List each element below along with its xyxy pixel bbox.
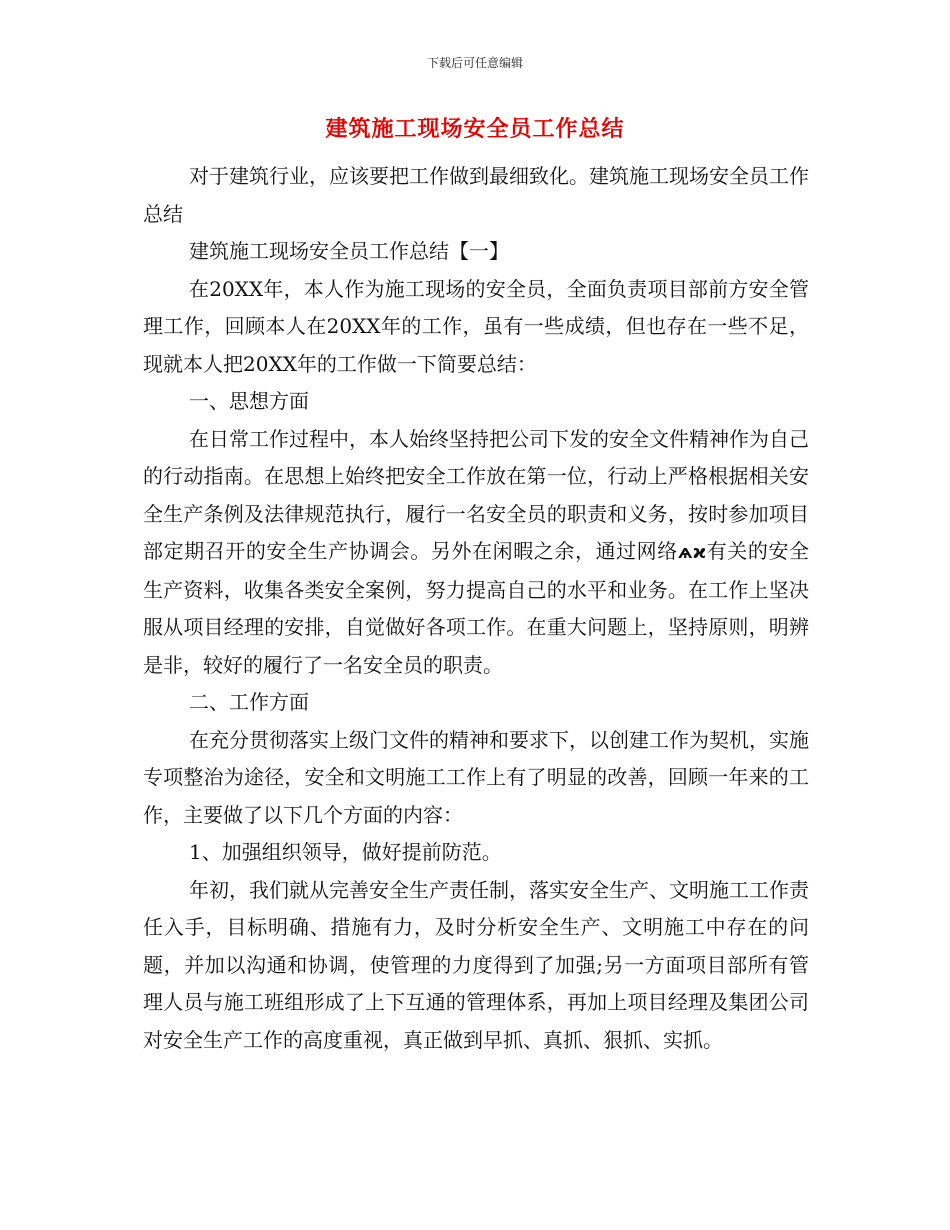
header-note: 下载后可任意编辑: [426, 56, 523, 70]
garbled-glyph: ѧϰ: [677, 542, 707, 563]
document-title: 建筑施工现场安全员工作总结: [325, 116, 625, 142]
section-heading-part-one: 建筑施工现场安全员工作总结【一】: [189, 239, 509, 263]
document-body: [143, 158, 809, 1059]
heading-work: 二、工作方面: [189, 690, 309, 714]
ideology-paragraph: [143, 421, 809, 685]
opening-paragraph: 在20XX年，本人作为施工现场的安全员，全面负责项目部前方安全管理工作，回顾本人在20XX年的工作，虽有一些成绩，但也存在一些不足，现就本人把20XX年的工作做一下简要总结：: [143, 276, 809, 376]
ideology-text-after: 有关的安全生产资料，收集各类安全案例，努力提高自己的水平和业务。在工作上坚决服从项目经理的安排，自觉做好各项工作。在重大问题上，坚持原则，明辨是非，较好的履行了一名安全员的职责。: [143, 539, 810, 677]
heading-ideology: 一、思想方面: [189, 389, 309, 413]
subheading-organization: 1、加强组织领导，做好提前防范。: [189, 840, 502, 864]
work-paragraph: 在充分贯彻落实上级门文件的精神和要求下，以创建工作为契机，实施专项整治为途径，安全和文明施工工作上有了明显的改善，回顾一年来的工作，主要做了以下几个方面的内容：: [143, 727, 809, 827]
ideology-text-before: 在日常工作过程中，本人始终坚持把公司下发的安全文件精神作为自己的行动指南。在思想上始终把安全工作放在第一位，行动上严格根据相关安全生产条例及法律规范执行，履行一名安全员的职责和义务，按时参加项目部定期召开的安全生产协调会。另外在闲暇之余，通过网络: [143, 426, 809, 563]
intro-paragraph: 对于建筑行业，应该要把工作做到最细致化。建筑施工现场安全员工作总结: [143, 164, 809, 226]
organization-paragraph: 年初，我们就从完善安全生产责任制，落实安全生产、文明施工工作责任入手，目标明确、措施有力，及时分析安全生产、文明施工中存在的问题，并加以沟通和协调，使管理的力度得到了加强;另一方面项目部所有管理人员与施工班组形成了上下互通的管理体系，再加上项目经理及集团公司对安全生产工作的高度重视，真正做到早抓、真抓、狠抓、实抓。: [143, 877, 809, 1052]
